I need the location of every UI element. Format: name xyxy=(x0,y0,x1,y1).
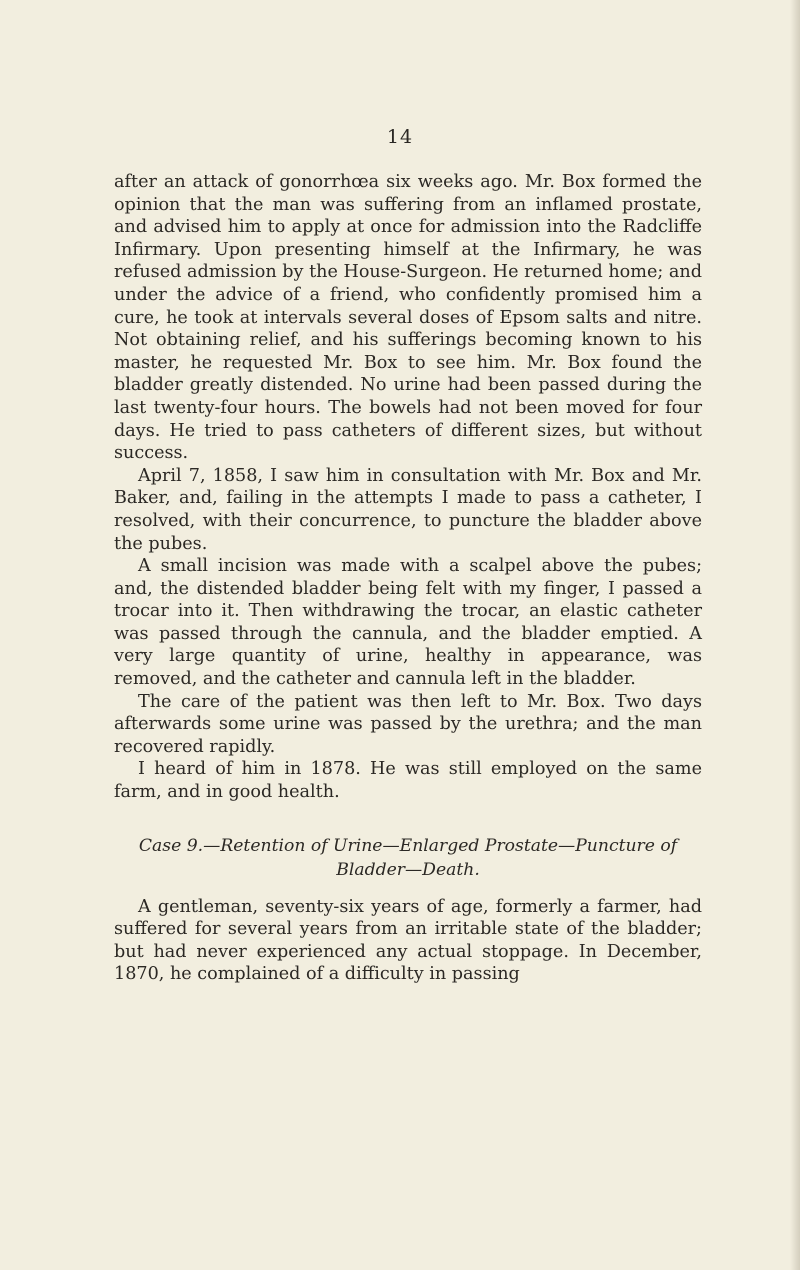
body-text xyxy=(114,171,702,986)
paragraph-case-intro: A gentleman, seventy-six years of age, formerly a farmer, had suffered for several years from an irritable state of the bladder; but had never experienced any actual stoppage. In December, 1870, he complained of a difficulty in passing xyxy=(114,896,702,985)
case-heading: Case 9.—Retention of Urine—Enlarged Prostate—Puncture of Bladder—Death. xyxy=(138,835,678,880)
paragraph-procedure: A small incision was made with a scalpel above the pubes; and, the distended bladder being felt with my finger, I passed a trocar into it. Then withdrawing the trocar, an elastic catheter was passed through the cannula, and the bladder emptied. A very large quantity of urine, healthy in appearance, was removed, and the catheter and cannula left in the bladder. xyxy=(114,556,702,690)
paragraph-consultation: April 7, 1858, I saw him in consultation with Mr. Box and Mr. Baker, and, failing in the attempts I made to pass a catheter, I resolved, with their concurrence, to puncture the bladder above the pubes. xyxy=(114,465,702,554)
page-edge-shadow xyxy=(790,0,800,1270)
paragraph-continuation: after an attack of gonorrhœa six weeks ago. Mr. Box formed the opinion that the man was suffering from an inflamed prostate, and advised him to apply at once for admission into the Radcliffe Infirmary. Upon presenting himself at the Infirmary, he was refused admission by the House-Surgeon. He returned home; and under the advice of a friend, who confidently promised him a cure, he took at intervals several doses of Epsom salts and nitre. Not obtaining relief, and his sufferings becoming known to his master, he requested Mr. Box to see him. Mr. Box found the bladder greatly distended. No urine had been passed during the last twenty-four hours. The bowels had not been moved for four days. He tried to pass catheters of different sizes, but without success. xyxy=(114,172,702,464)
paragraph-followup: I heard of him in 1878. He was still employed on the same farm, and in good health. xyxy=(114,759,702,803)
page-number: 14 xyxy=(386,126,414,148)
paragraph-recovery: The care of the patient was then left to Mr. Box. Two days afterwards some urine was passed by the urethra; and the man recovered rapidly. xyxy=(114,691,702,757)
